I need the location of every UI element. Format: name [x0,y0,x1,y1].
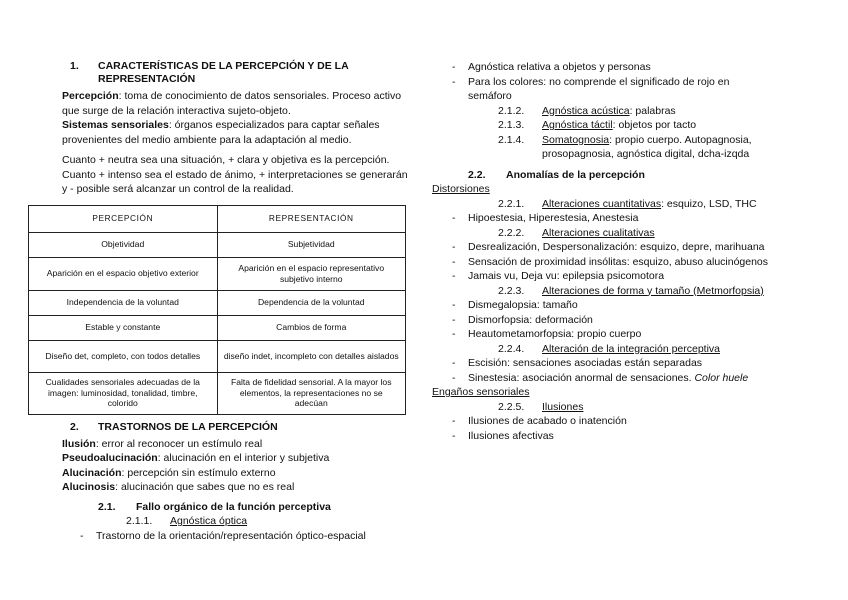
table-header: REPRESENTACIÓN [217,205,406,232]
term: Alucinosis [62,481,116,493]
list-item [432,298,802,313]
list-item [432,313,802,328]
dash-bullet: - [452,357,456,369]
term: Ilusión [62,437,96,450]
list-item-text: Agnóstica relativa a objetos y personas [468,61,651,73]
dash-bullet: - [452,75,456,88]
sistemas-definition [62,118,412,147]
subsubsection-title: Agnóstica óptica [170,515,248,527]
subsubsection-heading [432,284,802,299]
list-item [432,60,802,75]
subsubsection-number: 2.1.1. [126,515,153,527]
left-column [45,60,412,543]
subsubsection-number: 2.2.5. [498,400,525,413]
subsubsection-number: 2.2.3. [498,284,525,297]
term: Sistemas sensoriales [62,119,169,131]
section-number: 1. [70,60,79,72]
definition-line [62,451,412,466]
list-item-italic: Color huele [694,371,749,384]
subsubsection-heading [432,118,802,133]
list-item-text: Hipoestesia, Hiperestesia, Anestesia [468,212,639,224]
table-row [29,372,406,414]
table-row [29,340,406,372]
subsubsection-heading [432,342,802,357]
subsubsection-heading [62,514,412,529]
table-cell: Dependencia de la voluntad [217,290,406,315]
dash-bullet: - [452,299,456,311]
subsubsection-heading [432,226,802,241]
table-header: PERCEPCIÓN [29,205,218,232]
table-row [29,257,406,290]
list-item-text: Jamais vu, Deja vu: epilepsia psicomotora [468,270,665,282]
list-item [432,371,802,386]
section-1-heading [62,60,412,86]
list-item-text: Trastorno de la orientación/representación óptico-espacial [96,529,366,542]
definition-text: : órganos especializados para captar señales provenientes del medio ambiente para la adaptación al medio. [62,119,380,146]
definition-line [62,480,412,495]
subsubsection-title: Somatognosia [542,133,610,146]
list-item [432,75,802,104]
definition-text: : error al reconocer un estímulo real [95,437,263,450]
list-item-text: Dismorfopsia: deformación [468,313,593,326]
subsubsection-number: 2.2.4. [498,342,525,355]
table-cell: Independencia de la voluntad [29,290,218,315]
subsubsection-title: Agnóstica acústica [542,104,630,117]
list-item-text: Para los colores: no comprende el significado de rojo en semáforo [468,75,730,102]
table-row [29,232,406,257]
category-label: Distorsiones [432,183,490,195]
term: Percepción [62,90,119,102]
subsection-number: 2.1. [98,500,116,513]
list-item [432,327,802,342]
subsubsection-heading [432,104,802,119]
list-item [432,414,802,429]
subsubsection-number: 2.2.1. [498,197,525,210]
subsubsection-title: Ilusiones [542,400,584,413]
subsubsection-text: : propio cuerpo. Autopagnosia, prosopagnosia, agnóstica digital, dcha-izqda [542,133,752,160]
list-item-text: Escisión: sensaciones asociadas están separadas [468,357,703,369]
table-cell: Diseño det, completo, con todos detalles [29,340,218,372]
subsection-title: Anomalías de la percepción [506,168,645,181]
dash-bullet: - [452,415,456,427]
list-item [78,529,412,544]
section-number: 2. [70,420,79,433]
dash-bullet: - [80,529,84,542]
subsection-heading [432,168,802,183]
list-item [432,356,802,371]
list-item [432,255,802,270]
comparison-table [28,205,406,415]
subsubsection-heading [432,197,802,212]
dash-bullet: - [452,241,456,253]
dash-bullet: - [452,212,456,224]
subsubsection-title: Alteraciones de forma y tamaño (Metmorfopsia) [542,284,764,297]
list-item-text: Sinestesia: asociación anormal de sensaciones. [468,371,695,384]
definition-text: : alucinación que sabes que no es real [115,481,295,493]
table-cell: Falta de fidelidad sensorial. A la mayor los elementos, la representaciones no se adecúan [217,372,406,414]
category-label: Engaños sensoriales [432,386,530,398]
definition-text: : alucinación en el interior y subjetiva [157,452,330,464]
subsubsection-title: Alteraciones cualitativas [542,226,655,239]
table-header-row [29,205,406,232]
definition-line [62,437,412,452]
dash-bullet: - [452,328,456,340]
list-item [432,269,802,284]
definition-text: : percepción sin estímulo externo [121,466,276,479]
subsubsection-text: : esquizo, LSD, THC [661,197,757,210]
subsubsection-number: 2.1.2. [498,104,525,117]
subsection-title: Fallo orgánico de la función perceptiva [136,500,331,513]
subsubsection-number: 2.1.4. [498,133,525,146]
dash-bullet: - [452,313,456,326]
term: Alucinación [62,466,122,479]
table-row [29,315,406,340]
table-cell: Aparición en el espacio objetivo exterior [29,257,218,290]
list-item-text: Heautometamorfopsia: propio cuerpo [468,328,642,340]
table-cell: Cualidades sensoriales adecuadas de la imagen: luminosidad, tonalidad, timbre, colorido [29,372,218,414]
subsubsection-number: 2.2.2. [498,226,525,239]
dash-bullet: - [452,255,456,268]
list-item-text: Desrealización, Despersonalización: esquizo, depre, marihuana [468,241,765,253]
dash-bullet: - [452,429,456,442]
subsubsection-number: 2.1.3. [498,119,525,131]
table-cell: Subjetividad [217,232,406,257]
section-title: CARACTERÍSTICAS DE LA PERCEPCIÓN Y DE LA REPRESENTACIÓN [98,60,349,85]
subsubsection-heading [432,133,802,162]
table-cell: Aparición en el espacio representativo subjetivo interno [217,257,406,290]
list-item [432,211,802,226]
subsection-number: 2.2. [468,168,486,181]
table-cell: Estable y constante [29,315,218,340]
right-column [432,60,802,443]
subsubsection-title: Alteración de la integración perceptiva [542,342,721,355]
table-row [29,290,406,315]
dash-bullet: - [452,270,456,282]
term: Pseudoalucinación [62,452,158,464]
subsubsection-text: : palabras [629,104,676,117]
dash-bullet: - [452,371,456,384]
definition-line [62,466,412,481]
table-cell: Cambios de forma [217,315,406,340]
subsubsection-title: Agnóstica táctil [542,119,613,131]
list-item-text: Ilusiones afectivas [468,429,554,442]
subsubsection-heading [432,400,802,415]
section-2-heading [62,421,412,434]
list-item [432,240,802,255]
list-item-text: Sensación de proximidad insólitas: esquizo, abuso alucinógenos [468,255,769,268]
list-item [432,429,802,444]
section-title: TRASTORNOS DE LA PERCEPCIÓN [98,420,278,433]
list-item-text: Dismegalopsia: tamaño [468,299,578,311]
list-item-text: Ilusiones de acabado o inatención [468,415,627,427]
table-cell: diseño indet, incompleto con detalles aislados [217,340,406,372]
cuanto-paragraph: Cuanto + neutra sea una situación, + clara y objetiva es la percepción. Cuanto + intenso sea el estado de ánimo, + interpretaciones se generarán y - posible será alcanzar un control de la realidad. [62,154,408,195]
table-cell: Objetividad [29,232,218,257]
subsubsection-title: Alteraciones cuantitativas [542,197,662,210]
subsubsection-text: : objetos por tacto [612,119,697,131]
percepcion-definition [62,89,412,118]
subsection-heading [62,500,412,515]
definition-text: : toma de conocimiento de datos sensoriales. Proceso activo que surge de la relación interactiva sujeto-objeto. [62,90,402,117]
dash-bullet: - [452,61,456,73]
